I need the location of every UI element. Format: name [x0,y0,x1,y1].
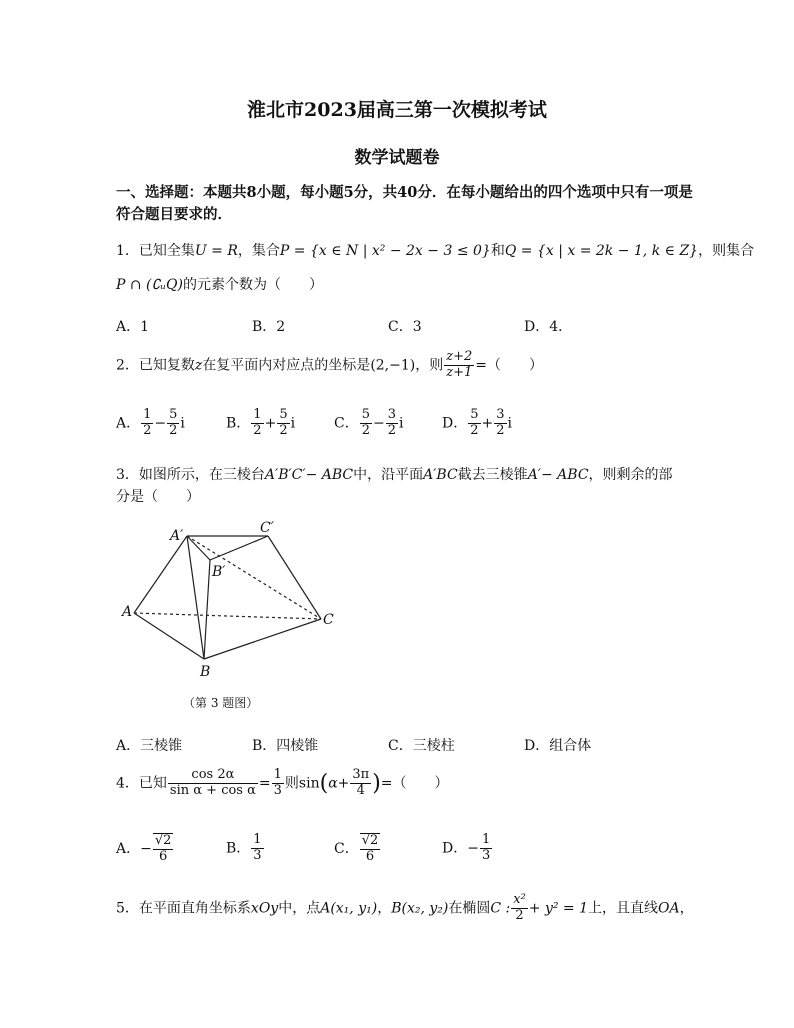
question-3: 3．如图所示，在三棱台A′B′C′− ABC中，沿平面A′BC截去三棱锥A′− ABC，则剩余的部 [116,467,673,483]
exam-subtitle: 数学试题卷 [354,148,440,168]
q4-option-c: C． $\frac{√2}{6}$ [334,833,379,864]
q1-option-d: D．4． [524,319,573,335]
q2-option-d: D． $\frac{5}{2}$ + $\frac{3}{2}$ i [442,407,513,438]
question-3-line2: 分是（ ） [116,489,200,505]
q4-option-a: A．− $\frac{√2}{6}$ [116,833,172,864]
q3-option-c: C．三棱柱 [388,738,455,754]
question-4: 4．已知 $\frac{\cos 2\alpha}{\text{sin α + cos α}}$ = $\frac{1}{3}$ 则sin(α+ $\frac{3\pi}{4}$ )=（ ） [116,767,449,798]
section-heading-line1: 一、选择题：本题共8小题，每小题5分，共40分．在每小题给出的四个选项中只有一项是 [116,184,693,201]
question-2: 2．已知复数z在复平面内对应点的坐标是(2,−1)，则 $\frac{z+2}{z+1}$ =（ ） [116,349,543,380]
q3-option-d: D．组合体 [524,738,592,754]
label-b1: B′ [212,564,226,580]
frustum-figure [110,520,350,685]
q1-option-a: A．1 [116,319,150,335]
q1-option-c: C．3 [388,319,422,335]
q1-option-b: B．2 [252,319,286,335]
q2-option-a: A． $\frac{1}{2}$ − $\frac{5}{2}$ i [116,407,185,438]
label-a1: A′ [170,528,184,544]
section-heading-line2: 符合题目要求的． [116,206,232,223]
question-1: 1．已知全集U = R，集合P = {x ∈ N | x² − 2x − 3 ≤ 0}和Q = {x | x = 2k − 1, k ∈ Z}，则集合 [116,243,755,259]
label-c1: C′ [260,520,274,536]
q3-option-a: A．三棱锥 [116,738,183,754]
exam-title: 淮北市2023届高三第一次模拟考试 [247,99,547,121]
q2-option-b: B． $\frac{1}{2}$ + $\frac{5}{2}$ i [226,407,296,438]
question-1-line2: P ∩ (∁ᵤQ)的元素个数为（ ） [116,277,323,293]
label-a: A [122,604,133,620]
question-5: 5．在平面直角坐标系xOy中，点A(x₁, y₁)，B(x₂, y₂)在椭圆C : $\frac{\text{x²}}{2}$ + y² = 1上，且直线OA， [116,892,694,923]
label-c: C [323,612,334,628]
q4-option-d: D．− $\frac{1}{3}$ [442,832,491,863]
q2-option-c: C． $\frac{5}{2}$ − $\frac{3}{2}$ i [334,407,404,438]
q4-option-b: B． $\frac{1}{3}$ [226,832,262,863]
label-b: B [200,664,211,680]
q2-fraction: $\frac{z+2}{z+1}$ [446,349,473,380]
q3-option-b: B．四棱锥 [252,738,319,754]
figure-caption: （第 3 题图） [183,696,259,710]
